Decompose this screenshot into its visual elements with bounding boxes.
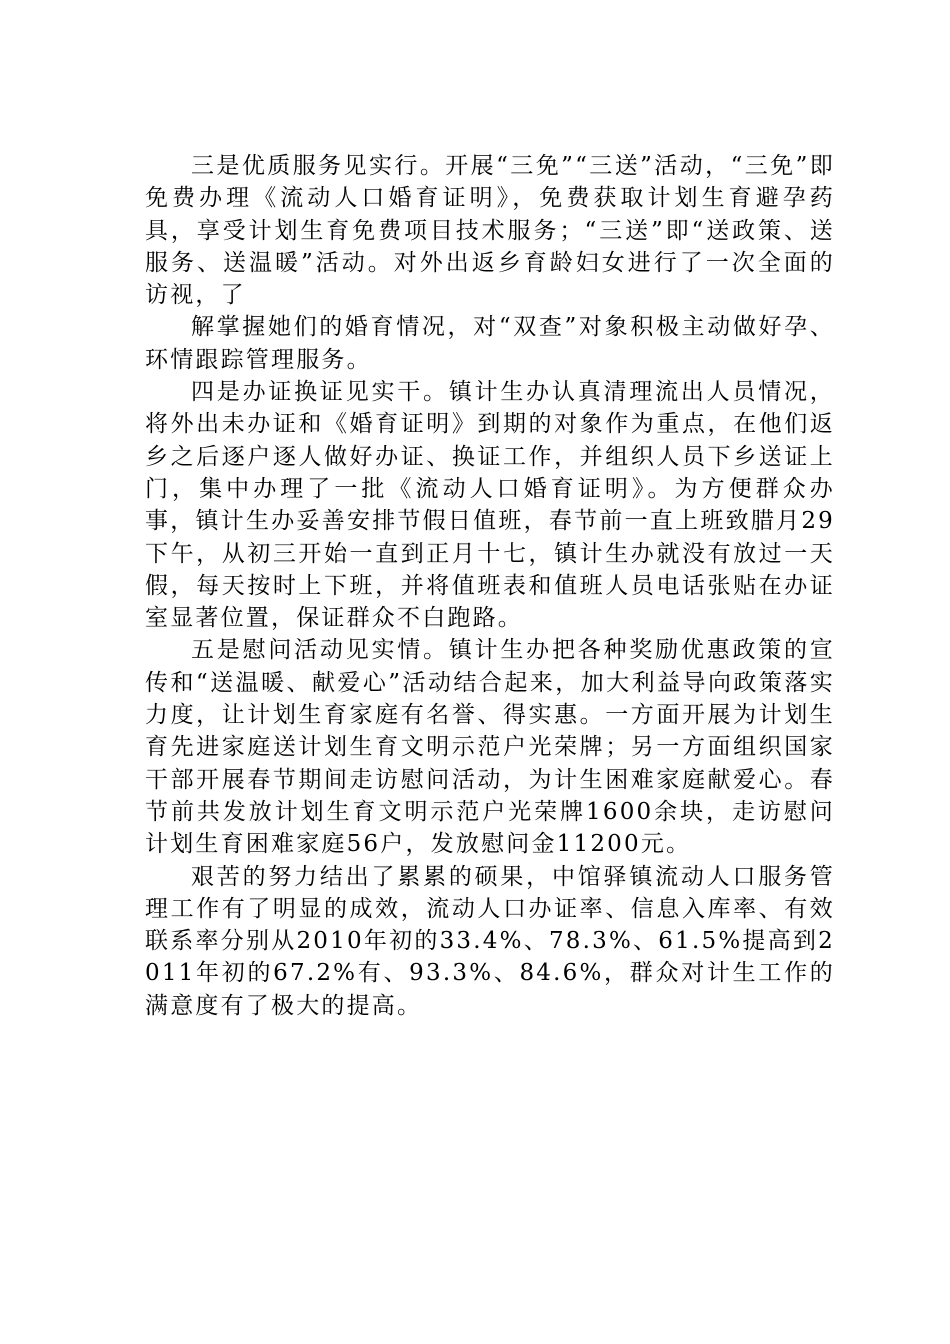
paragraph-results-summary: 艰苦的努力结出了累累的硕果，中馆驿镇流动人口服务管理工作有了明显的成效，流动人口办证率、信息入库率、有效联系率分别从2010年初的33.4%、78.3%、61.5%提高到2011年初的67.2%有、93.3%、84.6%，群众对计生工作的满意度有了极大的提高。 [145,863,835,1019]
paragraph-service-quality: 三是优质服务见实行。开展“三免”“三送”活动，“三免”即免费办理《流动人口婚育证明》，免费获取计划生育避孕药具，享受计划生育免费项目技术服务；“三送”即“送政策、送服务、送温暖”活动。对外出返乡育龄妇女进行了一次全面的访视，了 [145,153,835,309]
document-body [145,150,835,1022]
paragraph-tracking-management: 解掌握她们的婚育情况，对“双查”对象积极主动做好孕、环情跟踪管理服务。 [145,314,835,373]
paragraph-condolence-activities: 五是慰问活动见实情。镇计生办把各种奖励优惠政策的宣传和“送温暖、献爱心”活动结合起来，加大利益导向政策落实力度，让计划生育家庭有名誉、得实惠。一方面开展为计划生育先进家庭送计划生育文明示范户光荣牌；另一方面组织国家干部开展春节期间走访慰问活动，为计生困难家庭献爱心。春节前共发放计划生育文明示范户光荣牌1600余块，走访慰问计划生育困难家庭56户，发放慰问金11200元。 [145,637,835,858]
paragraph-certificate-processing: 四是办证换证见实干。镇计生办认真清理流出人员情况，将外出未办证和《婚育证明》到期的对象作为重点，在他们返乡之后逐户逐人做好办证、换证工作，并组织人员下乡送证上门，集中办理了一批《流动人口婚育证明》。为方便群众办事，镇计生办妥善安排节假日值班，春节前一直上班致腊月29下午，从初三开始一直到正月十七，镇计生办就没有放过一天假，每天按时上下班，并将值班表和值班人员电话张贴在办证室显著位置，保证群众不白跑路。 [145,379,835,632]
